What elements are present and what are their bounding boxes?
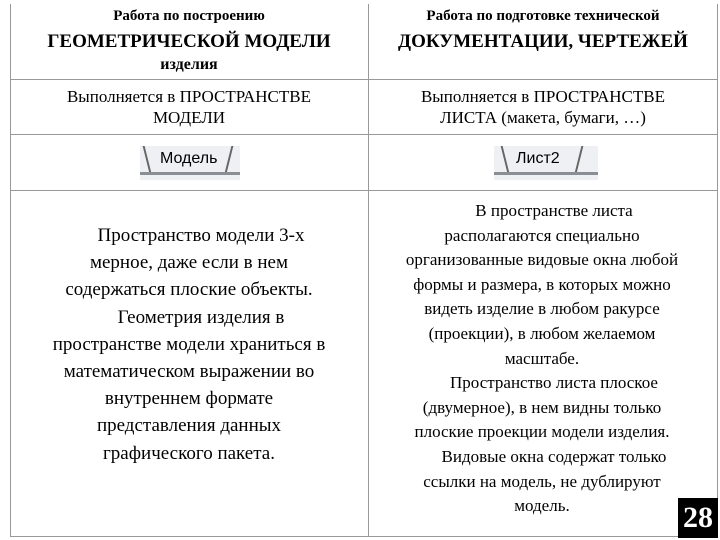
column-divider — [368, 4, 369, 537]
body-right-line: видеть изделие в любом ракурсе — [424, 299, 660, 319]
body-right-line: Пространство листа плоское — [450, 373, 658, 393]
space-right-line2: ЛИСТА (макета, бумаги, …) — [440, 108, 646, 127]
row-divider-space — [10, 134, 718, 135]
header-left-line3: изделия — [160, 56, 218, 73]
body-right-line: Видовые окна содержат только — [441, 446, 667, 466]
body-right-line: (двумерное), в нем видны только — [422, 397, 662, 417]
space-right-line1: Выполняется в ПРОСТРАНСТВЕ — [420, 87, 666, 106]
space-left — [10, 86, 368, 128]
body-left-line: внутреннем формате — [104, 388, 274, 410]
body-left-line: Геометрия изделия в — [117, 306, 285, 328]
header-right-line2: ДОКУМЕНТАЦИИ, ЧЕРТЕЖЕЙ — [398, 31, 688, 52]
header-right — [368, 8, 718, 53]
body-left-line: математическом выражении во — [63, 361, 315, 383]
space-right — [368, 86, 718, 128]
body-right-line: плоские проекции модели изделия. — [414, 422, 670, 442]
body-right-line: В пространстве листа — [475, 201, 633, 220]
header-left-line1: Работа по построению — [113, 8, 265, 24]
body-left-line: мерное, даже если в нем — [89, 252, 289, 274]
page-number: 28 — [678, 498, 718, 538]
body-right — [372, 199, 712, 519]
body-right-line: формы и размера, в которых можно — [413, 274, 671, 294]
body-right-line: масштабе. — [504, 348, 580, 368]
body-right-line: располагаются специально — [444, 225, 640, 245]
header-left — [10, 8, 368, 74]
body-left-line: графического пакета. — [103, 442, 275, 464]
row-divider-tabs — [10, 190, 718, 191]
body-left-line: Пространство модели 3-х — [97, 225, 305, 246]
row-divider-header — [10, 79, 718, 80]
body-left-line: представления данных — [96, 415, 282, 437]
sheet-tab-label: Лист2 — [516, 150, 560, 167]
body-left — [14, 222, 364, 467]
body-right-line: организованные видовые окна любой — [405, 250, 679, 270]
body-right-line: (проекции), в любом желаемом — [428, 323, 656, 343]
body-right-line: ссылки на модель, не дублируют — [423, 471, 661, 491]
model-tab-label: Модель — [160, 150, 218, 167]
model-tab[interactable] — [140, 146, 240, 180]
header-left-line2: ГЕОМЕТРИЧЕСКОЙ МОДЕЛИ — [47, 31, 331, 52]
body-right-line: модель. — [514, 496, 570, 516]
space-left-line1: Выполняется в ПРОСТРАНСТВЕ — [66, 87, 312, 106]
body-left-line: пространстве модели храниться в — [52, 333, 326, 355]
body-left-line: содержаться плоские объекты. — [65, 279, 313, 301]
space-left-line2: МОДЕЛИ — [152, 108, 226, 127]
header-right-line1: Работа по подготовке технической — [426, 8, 660, 24]
sheet-tab[interactable] — [494, 146, 598, 180]
